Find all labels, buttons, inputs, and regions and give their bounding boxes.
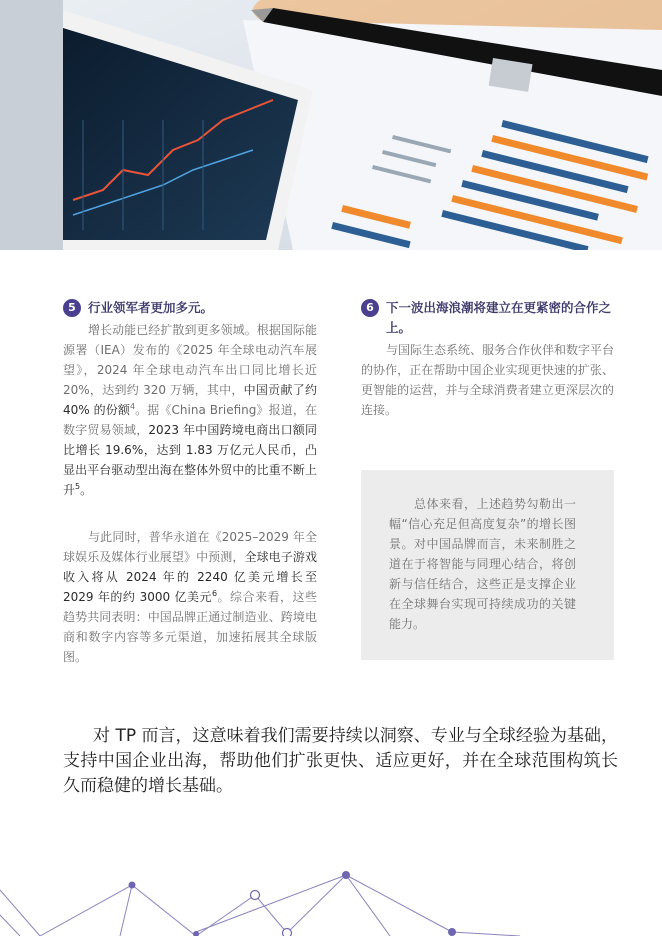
tablet-and-report-illustration — [63, 0, 662, 250]
summary-box — [361, 470, 614, 660]
section-6-paragraph-1: 与国际生态系统、服务合作伙伴和数字平台的协作，正在帮助中国企业实现更快速的扩张、更智能的运营，并与全球消费者建立更深层次的连接。 — [361, 343, 615, 417]
summary-text: 总体来看，上述趋势勾勒出一幅“信心充足但高度复杂”的增长图景。对中国品牌而言，未来制胜之道在于将智能与同理心结合，将创新与信任结合，这些正是支撑企业在全球舞台实现可持续成功的关键能力。 — [389, 497, 576, 631]
network-node — [283, 929, 292, 936]
network-decoration — [0, 860, 662, 936]
section-6-title: 下一波出海浪潮将建立在更紧密的合作之上。 — [386, 300, 612, 335]
hero-photo — [63, 0, 662, 250]
section-5-number-badge: 5 — [63, 299, 81, 317]
section-6 — [361, 298, 614, 420]
closing-statement: 对 TP 而言，这意味着我们需要持续以洞察、专业与全球经验为基础，支持中国企业出海，帮助他们扩张更快、适应更好，并在全球范围构筑长久而稳健的增长基础。 — [63, 726, 618, 796]
footnote-ref-6: 6 — [211, 589, 218, 598]
footnote-ref-4: 4 — [129, 402, 136, 411]
section-6-number-badge: 6 — [361, 299, 379, 317]
network-node — [129, 882, 136, 889]
section-5-paragraph-1: 增长动能已经扩散到更多领域。根据国际能源署（IEA）发布的《2025 年全球电动汽车展望》，2024 年全球电动汽车出口同比增长近 20%，达到约 320 万辆，其中，中国贡献了约 40% 的份额$^4$。据《China Briefing》报道，在数字贸易领域，2023 年中国跨境电商出口额同比增长 19.6%，达到 1.83 万亿元人民币，凸显出平台驱动型出海在整体外贸中的比重不断上升$^5$。 — [63, 323, 317, 497]
network-node — [448, 928, 456, 936]
section-6-heading — [361, 298, 614, 338]
section-5 — [63, 298, 317, 667]
network-node — [251, 891, 260, 900]
footnote-ref-5: 5 — [75, 482, 81, 491]
section-5-title: 行业领军者更加多元。 — [88, 300, 214, 315]
section-5-paragraph-2: 与此同时，普华永道在《2025–2029 年全球娱乐及媒体行业展望》中预测，全球电子游戏收入将从 2024 年的 2240 亿美元增长至 2029 年的约 3000 亿美元$^6$。综合来看，这些趋势共同表明：中国品牌正通过制造业、跨境电商和数字内容等多元渠道，加速拓展其全球版图。 — [63, 530, 317, 664]
network-node — [342, 871, 350, 879]
network-node — [193, 931, 199, 936]
left-accent-bar — [0, 0, 63, 250]
section-5-heading — [63, 298, 317, 318]
